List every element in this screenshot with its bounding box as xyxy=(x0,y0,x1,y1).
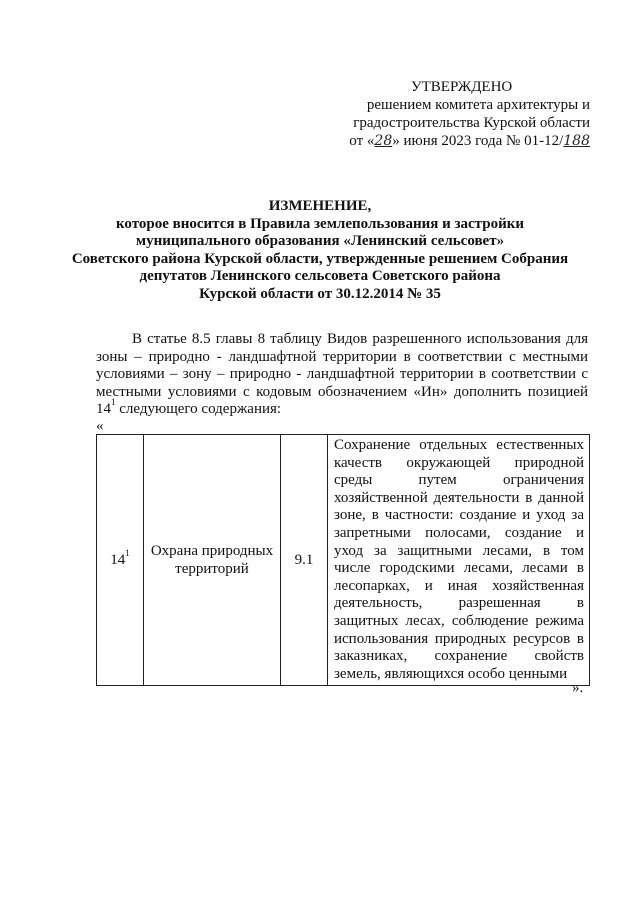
heading-line-3: муниципального образования «Ленинский сельсовет» xyxy=(135,233,505,249)
paragraph-text: В статье 8.5 главы 8 таблицу Видов разрешенного использования для зоны – природно - ландшафтной территории в соответствии с местными условиями – зону – природно - ландшафтной территории в соответствии с местными условиями с кодовым обозначением «Ин» дополнить позицией 14 xyxy=(96,331,588,417)
body-paragraph xyxy=(96,331,588,419)
heading-line-6: Курской области от 30.12.2014 № 35 xyxy=(199,285,441,302)
handwritten-number: 188 xyxy=(563,133,590,149)
approval-line-2: градостроительства Курской области xyxy=(353,115,590,131)
handwritten-day: 28 xyxy=(374,133,393,149)
cell-description: Сохранение отдельных естественных качеств окружающей природной среды путем ограничения хозяйственной деятельности в данной зоне, в частности: создание и уход за запретными полосами, создание и уход за защитными лесами, в том числе городскими лесами, лесами в лесопарках, и иная хозяйственная деятельность, разрешенная в защитных лесах, соблюдение режима использования природных ресурсов в заказниках, сохранение свойств земель, являющихся особо ценными xyxy=(328,435,590,686)
heading-line-2: которое вносится в Правила землепользования и застройки xyxy=(115,215,525,232)
cell-number xyxy=(97,435,144,686)
opening-quote: « xyxy=(96,418,104,434)
row-number: 14 xyxy=(110,551,126,568)
closing-quote: ». xyxy=(572,680,584,696)
approval-date-line xyxy=(300,132,590,150)
usage-table xyxy=(96,434,590,686)
heading-line-4: Советского района Курской области, утвержденные решением Собрания xyxy=(71,250,569,267)
cell-code: 9.1 xyxy=(281,435,328,686)
date-prefix: от « xyxy=(349,133,375,149)
table-row xyxy=(97,435,590,686)
heading-line-5: депутатов Ленинского сельсовета Советского района xyxy=(139,268,501,284)
cell-name: Охрана природных территорий xyxy=(144,435,281,686)
approval-line-1: решением комитета архитектуры и xyxy=(366,97,590,113)
document-heading xyxy=(40,198,600,303)
heading-line-1: ИЗМЕНЕНИЕ, xyxy=(268,198,372,214)
approval-block xyxy=(300,78,590,150)
paragraph-superscript: 1 xyxy=(111,397,116,407)
row-number-superscript: 1 xyxy=(125,547,130,558)
paragraph-text-end: следующего содержания: xyxy=(115,401,282,417)
approval-title: УТВЕРЖДЕНО xyxy=(411,79,513,95)
date-middle: » июня 2023 года № 01-12/ xyxy=(392,133,564,149)
